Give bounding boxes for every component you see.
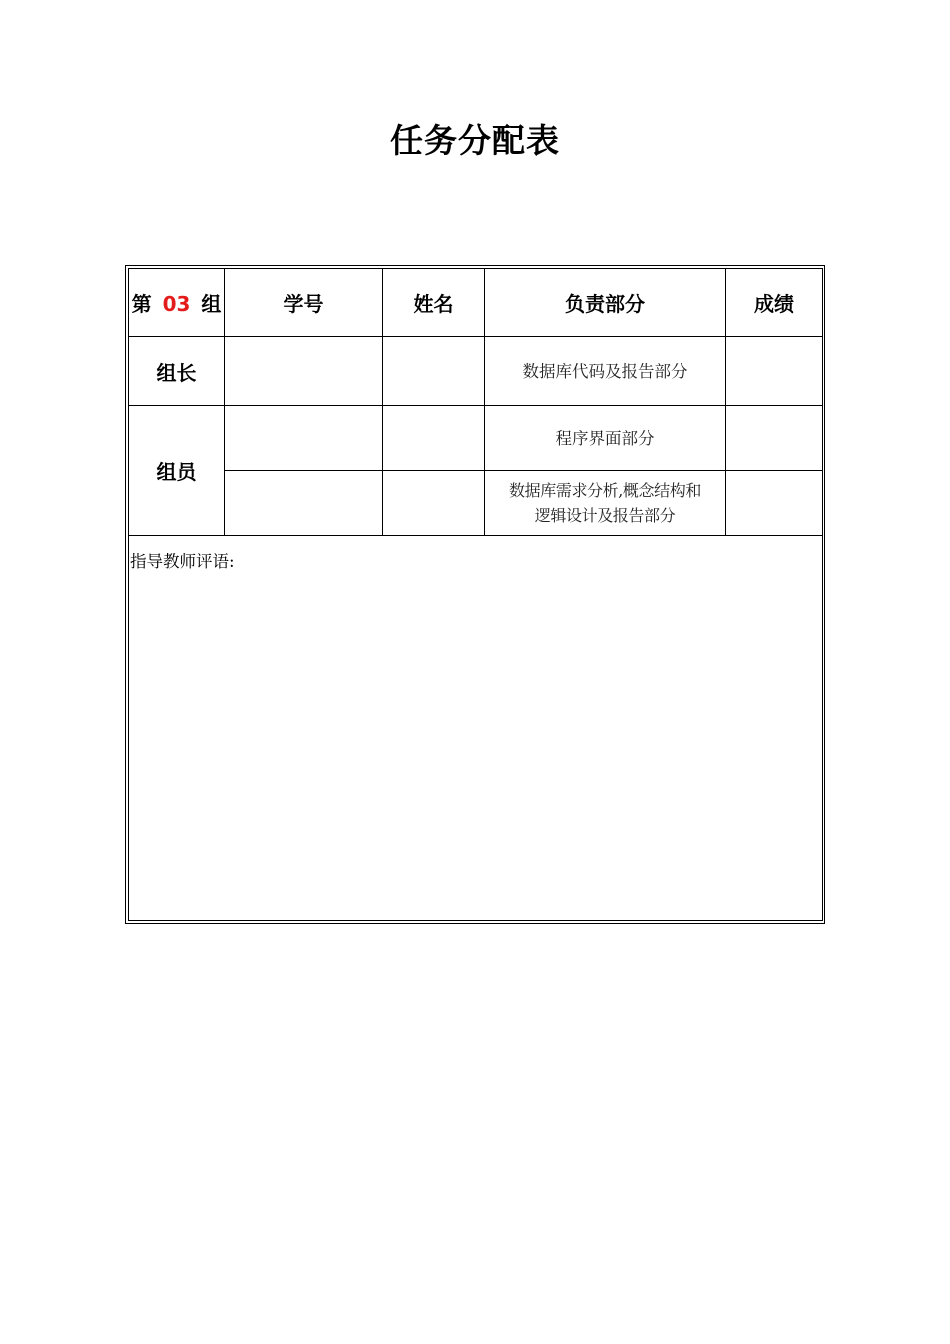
group-label-cell <box>129 269 225 337</box>
group-number: 03 <box>162 292 191 316</box>
member2-name-cell <box>383 471 485 536</box>
name-header: 姓名 <box>383 269 485 337</box>
leader-role-label: 组长 <box>129 337 225 406</box>
leader-responsibility-cell: 数据库代码及报告部分 <box>485 337 726 406</box>
member2-grade-cell <box>726 471 823 536</box>
member-row-2 <box>129 471 823 536</box>
group-suffix: 组 <box>201 292 222 316</box>
leader-name-cell <box>383 337 485 406</box>
group-prefix: 第 <box>131 292 152 316</box>
task-assignment-table <box>128 268 823 921</box>
comment-row <box>129 536 823 921</box>
leader-grade-cell <box>726 337 823 406</box>
leader-row <box>129 337 823 406</box>
page-title: 任务分配表 <box>390 121 560 160</box>
member-role-label: 组员 <box>129 406 225 536</box>
responsibility-header: 负责部分 <box>485 269 726 337</box>
leader-student-id-cell <box>225 337 383 406</box>
teacher-comment-label: 指导教师评语: <box>130 552 235 571</box>
grade-header: 成绩 <box>726 269 823 337</box>
member1-student-id-cell <box>225 406 383 471</box>
member2-responsibility-line1: 数据库需求分析,概念结构和 <box>509 481 701 500</box>
member1-responsibility-cell: 程序界面部分 <box>485 406 726 471</box>
member2-responsibility-cell <box>485 471 726 536</box>
member1-grade-cell <box>726 406 823 471</box>
header-row <box>129 269 823 337</box>
member2-student-id-cell <box>225 471 383 536</box>
teacher-comment-cell <box>129 536 823 921</box>
task-table-frame <box>125 265 825 924</box>
member1-name-cell <box>383 406 485 471</box>
member2-responsibility-line2: 逻辑设计及报告部分 <box>534 506 676 525</box>
member-row-1 <box>129 406 823 471</box>
student-id-header: 学号 <box>225 269 383 337</box>
